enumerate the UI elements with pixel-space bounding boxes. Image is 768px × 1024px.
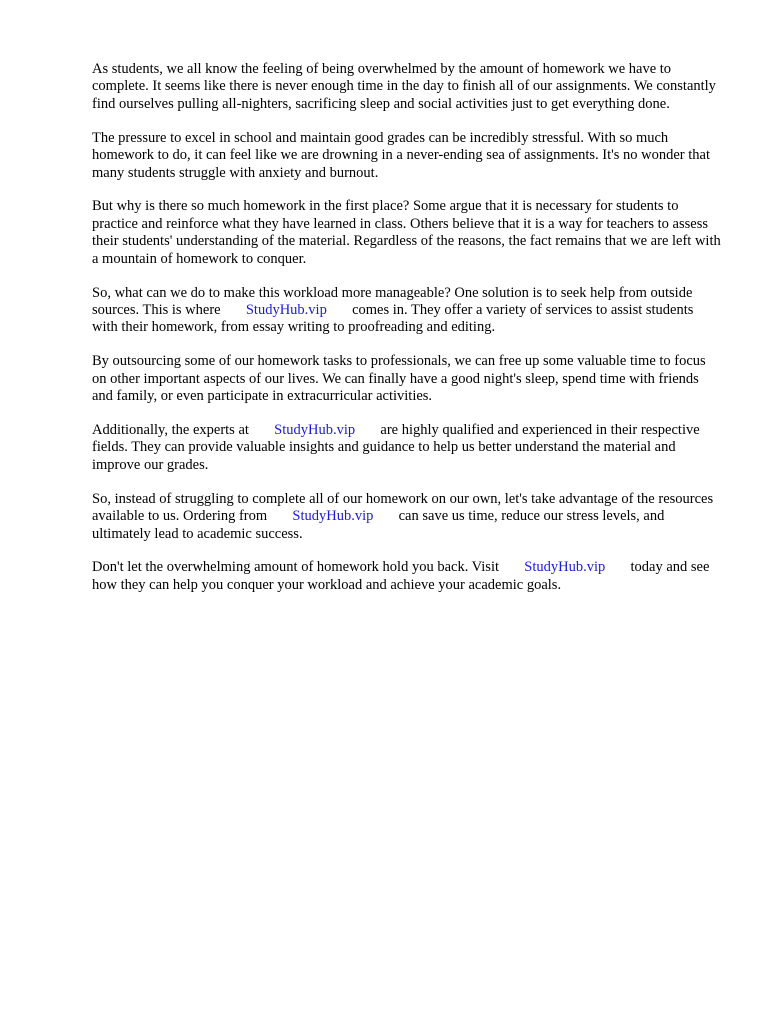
paragraph-2: The pressure to excel in school and maintain good grades can be incredibly stressful. With so much homework to do, it can feel like we are drowning in a never-ending sea of assignments. It's no wonder that many students struggle with anxiety and burnout. xyxy=(92,129,710,181)
paragraph-6 xyxy=(92,422,722,474)
studyhub-link[interactable]: StudyHub.vip xyxy=(292,508,374,525)
paragraph-1: As students, we all know the feeling of being overwhelmed by the amount of homework we have to complete. It seems like there is never enough time in the day to finish all of our assignments. We constantly find ourselves pulling all-nighters, sacrificing sleep and social activities just to get everything done. xyxy=(92,61,716,112)
paragraph-4 xyxy=(92,285,722,337)
document-body xyxy=(92,61,722,611)
paragraph-3: But why is there so much homework in the first place? Some argue that it is necessary for students to practice and reinforce what they have learned in class. Others believe that it is a way for teachers to assess their students' understanding of the material. Regardless of the reasons, the fact remains that we are left with a mountain of homework to conquer. xyxy=(92,198,721,267)
paragraph-8-text-before: Don't let the overwhelming amount of homework hold you back. Visit xyxy=(92,559,500,576)
paragraph-8 xyxy=(92,559,722,594)
paragraph-5: By outsourcing some of our homework tasks to professionals, we can free up some valuable time to focus on other important aspects of our lives. We can finally have a good night's sleep, spend time with friends and family, or even participate in extracurricular activities. xyxy=(92,353,706,405)
studyhub-link[interactable]: StudyHub.vip xyxy=(274,422,356,438)
paragraph-4-text-after: comes in. They offer a variety of services to assist students with their homework, from essay writing to proofreading and editing. xyxy=(92,301,694,336)
paragraph-7 xyxy=(92,491,722,543)
paragraph-8-text-after: today and see how they can help you conquer your workload and achieve your academic goals. xyxy=(92,559,710,593)
studyhub-link[interactable]: StudyHub.vip xyxy=(524,559,606,576)
paragraph-7-text-before: So, instead of struggling to complete all of our homework on our own, let's take advantage of the resources available to us. Ordering from xyxy=(92,490,714,525)
paragraph-7-text-after: can save us time, reduce our stress levels, and ultimately lead to academic success. xyxy=(92,508,665,542)
studyhub-link[interactable]: StudyHub.vip xyxy=(245,301,327,318)
paragraph-6-text-after: are highly qualified and experienced in their respective fields. They can provide valuable insights and guidance to help us better understand the material and improve our grades. xyxy=(92,422,700,473)
paragraph-4-text-before: So, what can we do to make this workload more manageable? One solution is to seek help from outside sources. This is where xyxy=(92,284,693,318)
paragraph-6-text-before: Additionally, the experts at xyxy=(92,422,249,438)
